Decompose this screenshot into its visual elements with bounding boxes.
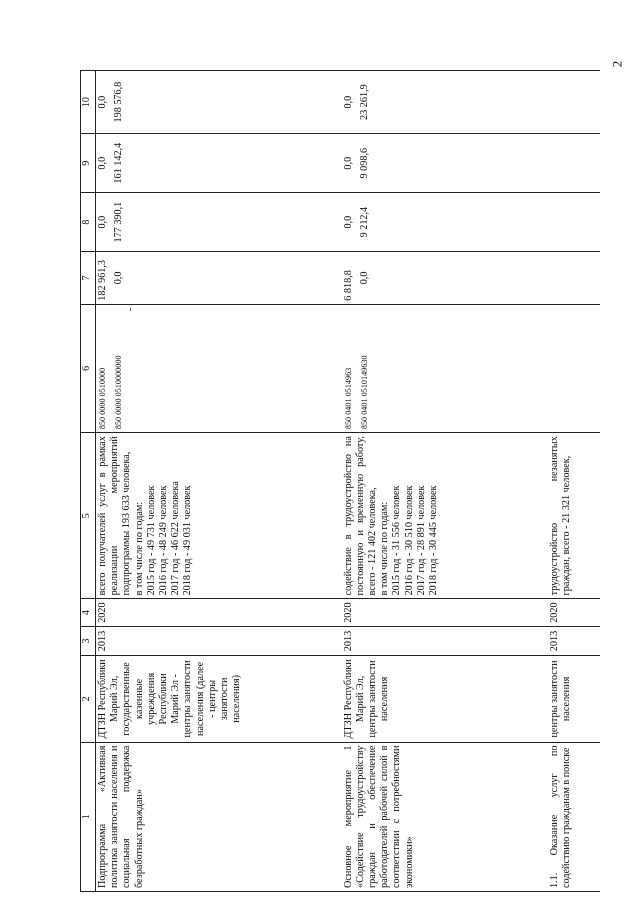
- budget-code: 850 0000 0510000000: [114, 355, 123, 430]
- result-line: содействие в трудоустройство на постоянную и временную работу, всего - 121 402 человека,: [342, 436, 378, 596]
- rotated-page: [80, 70, 600, 892]
- amount-cell: [548, 71, 600, 134]
- result-line: 2018 год - 30 445 человек: [427, 485, 439, 596]
- result-line: в том числе по годам:: [379, 501, 391, 596]
- result-line: 2015 год - 49 731 человек: [145, 485, 157, 596]
- end-year: 2020: [96, 599, 342, 626]
- amount-cell: [548, 252, 600, 305]
- result-line: 2017 год - 46 622 человека: [170, 481, 182, 596]
- result-line: 2017 год - 28 891 человек: [415, 485, 427, 596]
- result-line: 2018 год - 49 031 человек: [182, 485, 194, 596]
- end-year: 2020: [548, 599, 600, 626]
- result-line: 2016 год - 30 510 человек: [403, 485, 415, 596]
- program-name: Подпрограмма «Активная политика занятости населения и социальная поддержка безработных граждан»: [96, 742, 342, 891]
- program-name: 1.1. Оказание услуг по содействию гражданам в поиске: [548, 742, 600, 891]
- amount-cell: [342, 134, 548, 193]
- header-cell: 7: [81, 252, 96, 305]
- amount-cell: [96, 252, 342, 305]
- result-line: 2015 год - 31 556 человек: [391, 485, 403, 596]
- header-cell: 8: [81, 193, 96, 252]
- amount: 177 390,1: [113, 201, 125, 243]
- amount-cell: [342, 71, 548, 134]
- result-cell: [96, 433, 342, 599]
- amount: 182 961,3: [97, 259, 108, 301]
- amount-cell: [548, 134, 600, 193]
- header-cell: 3: [81, 626, 96, 655]
- end-year: 2020: [342, 599, 548, 626]
- amount: 0,0: [342, 95, 354, 109]
- budget-code: 850 0401 0514963: [343, 367, 353, 430]
- header-cell: 10: [81, 71, 96, 134]
- header-cell: 4: [81, 599, 96, 626]
- amount-cell: [96, 134, 342, 193]
- amount: 161 142,4: [113, 142, 125, 184]
- amount-cell: [96, 71, 342, 134]
- budget-code-cell: [96, 304, 342, 432]
- amount: 0,0: [358, 271, 370, 285]
- amount: 23 261,9: [358, 84, 370, 120]
- header-cell: 2: [81, 656, 96, 742]
- budget-code: 850 0000 0510000: [98, 367, 107, 430]
- amount: 198 576,8: [113, 81, 125, 123]
- amount: 0,0: [342, 156, 354, 170]
- table-row: [548, 71, 600, 892]
- executor: центры занятости населения: [548, 656, 600, 742]
- header-cell: 1: [81, 742, 96, 891]
- program-name: Основное мероприятие 1 «Содействие трудоустройству граждан и обеспечение работодателей рабочей силой в соответствии с потребностями экономики»: [342, 742, 548, 891]
- amount: 0,0: [97, 95, 108, 109]
- result-line: трудоустройство незанятых граждан, всего - 21 321 человек,: [548, 436, 572, 596]
- amount-cell: [548, 193, 600, 252]
- program-table: [80, 70, 600, 892]
- table-row: [96, 71, 342, 892]
- budget-code: 850 0401 0510149630: [359, 355, 369, 430]
- result-line: 2016 год - 48 249 человек: [158, 485, 170, 596]
- table-row: [342, 71, 548, 892]
- result-cell: [342, 433, 548, 599]
- amount-cell: [342, 252, 548, 305]
- page-number: 2: [609, 60, 625, 68]
- amount: 6 818,8: [342, 270, 354, 301]
- budget-code-cell: [342, 304, 548, 432]
- table-header: [81, 71, 96, 892]
- executor: ДТЗН Республики Марий Эл, центры занятости населения: [342, 656, 548, 742]
- amount: 0,0: [97, 215, 108, 229]
- start-year: 2013: [342, 626, 548, 655]
- budget-code-cell: [548, 304, 600, 432]
- result-line: в том числе по годам:: [133, 501, 145, 596]
- amount: 0,0: [342, 215, 354, 229]
- amount: 9 098,6: [358, 147, 370, 179]
- amount: 0,0: [97, 156, 108, 170]
- amount-cell: [96, 193, 342, 252]
- executor: ДТЗН Республики Марий Эл, государственные казенные учреждения Республики Марий Эл - центры занятости населения (далее - центры занятости населения): [96, 656, 342, 742]
- budget-code: -: [125, 307, 136, 312]
- amount: 9 212,4: [358, 206, 370, 238]
- amount-cell: [342, 193, 548, 252]
- header-cell: 6: [81, 304, 96, 432]
- start-year: 2013: [548, 626, 600, 655]
- start-year: 2013: [96, 626, 342, 655]
- header-cell: 5: [81, 433, 96, 599]
- result-cell: [548, 433, 600, 599]
- amount: 0,0: [113, 271, 125, 285]
- header-cell: 9: [81, 134, 96, 193]
- result-line: всего получателей услуг в рамках реализации мероприятий подпрограммы 193 633 человека,: [97, 436, 133, 596]
